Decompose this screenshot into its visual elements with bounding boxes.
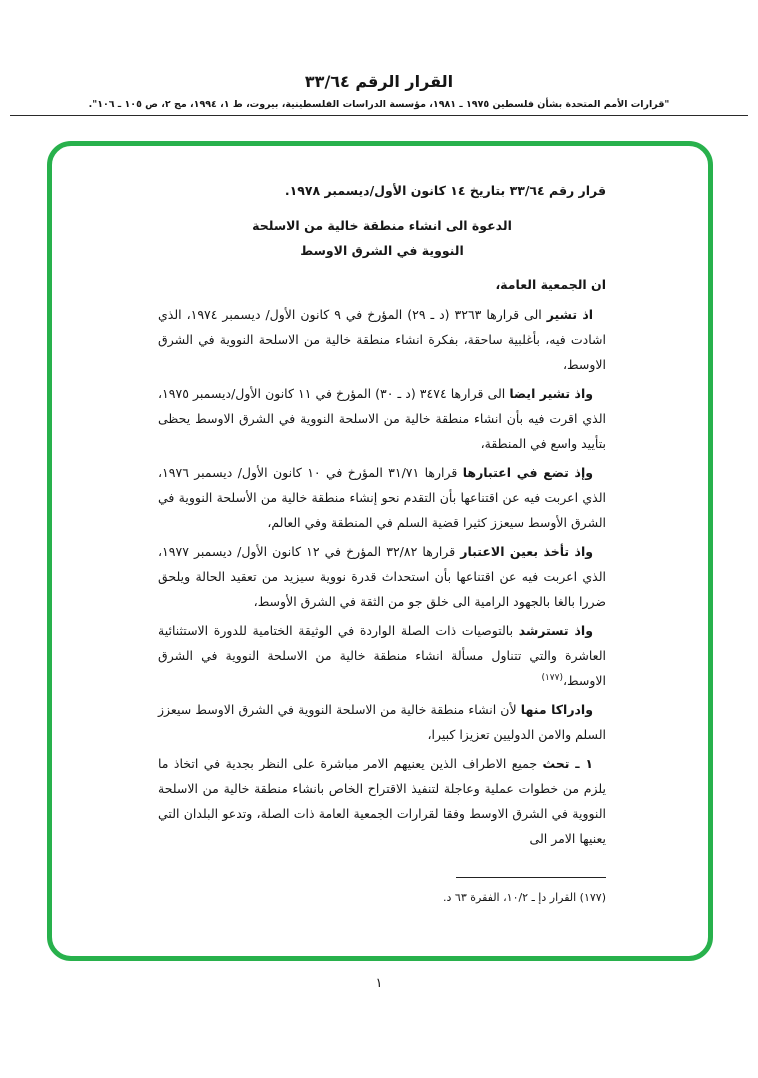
- header-citation: "قرارات الأمم المتحدة بشأن فلسطين ١٩٧٥ ـ ١٩٨١، مؤسسة الدراسات الفلسطينية، بيروت، ط ١، ١٩٩٤، مج ٢، ص ١٠٥ ـ ١٠٦".: [88, 99, 670, 110]
- resolution-green-frame: [47, 141, 713, 961]
- paragraph-body: الى قرارها ٣٢٦٣ (د ـ ٢٩) المؤرخ في ٩ كانون الأول/ ديسمبر ١٩٧٤، الذي اشادت فيه، بأغلبية ساحقة، بفكرة انشاء منطقة خالية من الاسلحة النووية في الشرق الاوسط،: [158, 307, 606, 372]
- resolution-title-line2: النووية في الشرق الاوسط: [300, 243, 464, 258]
- paragraph-body: جميع الاطراف الذين يعنيهم الامر مباشرة على النظر بجدية في اتخاذ ما يلزم من خطوات عملية وعاجلة لتنفيذ الاقتراح الخاص بانشاء منطقة خالية من الاسلحة النووية في الشرق الاوسط وفقا لقرارات الجمعية العامة ذات الصلة، وتدعو البلدان التي يعنيها الامر الى: [158, 756, 606, 846]
- paragraph-body: قرارها ٣١/٧١ المؤرخ في ١٠ كانون الأول/ ديسمبر ١٩٧٦، الذي اعربت فيه عن اقتناعها بأن التقدم نحو إنشاء منطقة خالية من الأسلحة النووية في الشرق الأوسط سيعزز كثيرا قضية السلم في المنطقة وفي العالم،: [158, 465, 606, 530]
- paragraph-lead: وإذ تضع في اعتبارها: [462, 465, 594, 480]
- header-title: القرار الرقم ٣٣/٦٤: [304, 72, 454, 91]
- preamble-paragraph-1: [158, 302, 606, 377]
- page-number: ١: [375, 976, 383, 991]
- preamble-paragraph-4: [158, 539, 606, 614]
- paragraph-lead: واذ تأخذ بعين الاعتبار: [460, 544, 594, 559]
- preamble-paragraph-2: [158, 381, 606, 456]
- resolution-title-line1: الدعوة الى انشاء منطقة خالية من الاسلحة: [252, 218, 512, 233]
- paragraph-lead: وادراكا منها: [520, 702, 593, 717]
- footnote-reference-marker: (١٧٧): [541, 672, 563, 683]
- resolution-content: [52, 146, 708, 956]
- assembly-line: ان الجمعية العامة،: [495, 277, 606, 292]
- footnote-separator: [456, 877, 606, 878]
- preamble-paragraph-6: [158, 697, 606, 747]
- header-divider: [10, 115, 748, 116]
- page-header: [0, 72, 758, 116]
- paragraph-lead: واذ تشير ايضا: [509, 386, 594, 401]
- resolution-number-line: قرار رقم ٣٣/٦٤ بتاريخ ١٤ كانون الأول/ديسمبر ١٩٧٨.: [284, 183, 606, 198]
- paragraph-body: قرارها ٣٢/٨٢ المؤرخ في ١٢ كانون الأول/ ديسمبر ١٩٧٧، الذي اعربت فيه عن اقتناعها بأن استحداث قدرة نووية سيزيد من تعقيد الحالة ويلحق ضررا بالغا بالجهود الرامية الى خلق جو من الثقة في الشرق الأوسط،: [158, 544, 606, 609]
- paragraph-lead: واذ تسترشد: [518, 623, 593, 638]
- paragraph-lead: ١ ـ تحث: [542, 756, 593, 771]
- preamble-paragraph-3: [158, 460, 606, 535]
- paragraph-body: لأن انشاء منطقة خالية من الاسلحة النووية في الشرق الاوسط سيعزز السلم والامن الدوليين تعزيزا كبيرا،: [158, 702, 606, 742]
- footnote-block: [148, 877, 606, 910]
- paragraph-lead: اذ تشير: [546, 307, 594, 322]
- preamble-paragraph-5: [158, 618, 606, 693]
- footnote-text: (١٧٧) القرار دإ ـ ١٠/٢، الفقرة ٦٣ د.: [443, 891, 606, 904]
- operative-paragraph-1: [158, 751, 606, 851]
- paragraph-body: الى قرارها ٣٤٧٤ (د ـ ٣٠) المؤرخ في ١١ كانون الأول/ديسمبر ١٩٧٥، الذي اقرت فيه بأن انشاء منطقة خالية من الاسلحة النووية في الشرق الاوسط يحظى بتأييد واسع في المنطقة،: [158, 386, 606, 451]
- paragraph-body: بالتوصيات ذات الصلة الواردة في الوثيقة الختامية للدورة الاستثنائية العاشرة والتي تتناول مسألة انشاء منطقة خالية من الاسلحة النووية في الشرق الاوسط،: [158, 623, 606, 688]
